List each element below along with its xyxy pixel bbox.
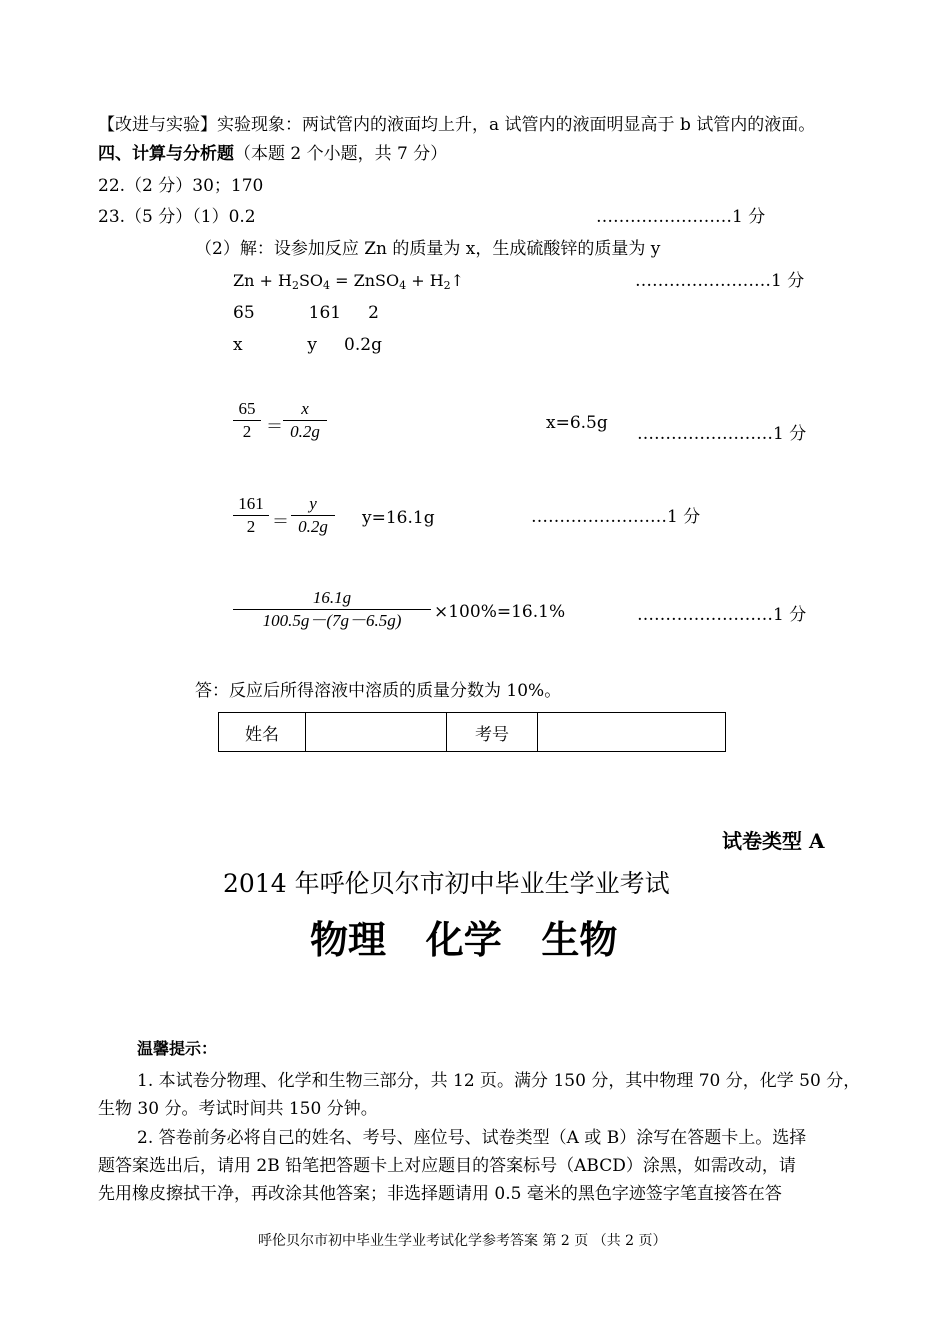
eq-sub: 2 xyxy=(291,279,299,292)
eq-sub: 4 xyxy=(399,279,407,292)
exam-subjects: 物理 化学 生物 xyxy=(310,918,618,962)
score-5: ……………………1 分 xyxy=(637,605,807,625)
percent-result: ×100%=16.1% xyxy=(434,602,566,622)
score-1: ……………………1 分 xyxy=(596,207,766,227)
equals-sign: ＝ xyxy=(266,417,283,436)
gas-arrow-icon: ↑ xyxy=(450,271,465,290)
equals-sign: ＝ xyxy=(272,512,289,531)
tip-2-line-3: 先用橡皮擦拭干净，再改涂其他答案；非选择题请用 0.5 毫米的黑色字迹签字笔直接答在答 xyxy=(98,1184,782,1204)
fraction-numerator: 16.1g xyxy=(312,588,352,607)
fraction-numerator: 65 xyxy=(238,399,256,418)
eq-znso4: = ZnSO xyxy=(330,271,400,290)
fraction-numerator: 161 xyxy=(238,494,264,513)
fraction-denominator: 0.2g xyxy=(290,422,320,441)
exam-title: 2014 年呼伦贝尔市初中毕业生学业考试 xyxy=(223,869,670,898)
mass-row: 65 161 2 xyxy=(233,303,379,323)
exam-type: 试卷类型 A xyxy=(722,829,825,853)
improve-experiment-line: 【改进与实验】实验现象：两试管内的液面均上升，a 试管内的液面明显高于 b 试管内的液面。 xyxy=(98,115,816,135)
q23-part2-intro: （2）解：设参加反应 Zn 的质量为 x，生成硫酸锌的质量为 y xyxy=(195,239,661,259)
fraction-denominator: 2 xyxy=(246,517,256,536)
tips-title: 温馨提示： xyxy=(137,1039,218,1058)
q22-answer: 22.（2 分）30；170 xyxy=(98,176,264,196)
score-2: ……………………1 分 xyxy=(635,271,805,291)
id-label: 考号 xyxy=(447,713,538,752)
fraction-mass-percent xyxy=(233,587,431,632)
y-result: y=16.1g xyxy=(362,508,435,528)
fraction-y-over-0.2g xyxy=(291,493,335,538)
x-result: x=6.5g xyxy=(546,413,608,433)
page-footer: 呼伦贝尔市初中毕业生学业考试化学参考答案 第 2 页 （共 2 页） xyxy=(258,1233,667,1249)
name-field[interactable] xyxy=(306,713,447,752)
tip-1-line-2: 生物 30 分。考试时间共 150 分钟。 xyxy=(98,1099,378,1119)
section4-heading xyxy=(98,143,447,165)
fraction-x-over-0.2g xyxy=(283,398,327,443)
eq-h: + H xyxy=(406,271,444,290)
fraction-65-over-2 xyxy=(233,398,261,443)
name-label: 姓名 xyxy=(219,713,306,752)
variable-row: x y 0.2g xyxy=(233,335,382,355)
fraction-161-over-2 xyxy=(233,493,269,538)
id-field[interactable] xyxy=(538,713,726,752)
eq-sub: 2 xyxy=(443,279,451,292)
q23-part1: 23.（5 分）（1）0.2 xyxy=(98,207,256,227)
final-answer: 答：反应后所得溶液中溶质的质量分数为 10%。 xyxy=(195,681,562,701)
fraction-numerator: y xyxy=(309,494,317,513)
fraction-denominator: 100.5g－(7g－6.5g) xyxy=(262,611,402,630)
tip-2-line-2: 题答案选出后，请用 2B 铅笔把答题卡上对应题目的答案标号（ABCD）涂黑，如需改动，请 xyxy=(98,1156,796,1176)
section4-title: 四、计算与分析题 xyxy=(98,144,234,164)
fraction-denominator: 0.2g xyxy=(298,517,328,536)
student-info-table xyxy=(218,712,726,752)
fraction-numerator: x xyxy=(301,399,309,418)
tip-2-line-1: 2. 答卷前务必将自己的姓名、考号、座位号、试卷类型（A 或 B）涂写在答题卡上。选择 xyxy=(137,1128,807,1148)
section4-note: （本题 2 个小题，共 7 分） xyxy=(234,144,448,164)
score-3: ……………………1 分 xyxy=(637,424,807,444)
score-4: ……………………1 分 xyxy=(531,507,701,527)
chemical-equation xyxy=(233,270,464,297)
eq-zn: Zn + H xyxy=(233,271,292,290)
tip-1-line-1: 1. 本试卷分物理、化学和生物三部分，共 12 页。满分 150 分，其中物理 70 分，化学 50 分， xyxy=(137,1071,861,1091)
fraction-denominator: 2 xyxy=(242,422,252,441)
eq-so4: SO xyxy=(298,271,324,290)
eq-sub: 4 xyxy=(323,279,331,292)
